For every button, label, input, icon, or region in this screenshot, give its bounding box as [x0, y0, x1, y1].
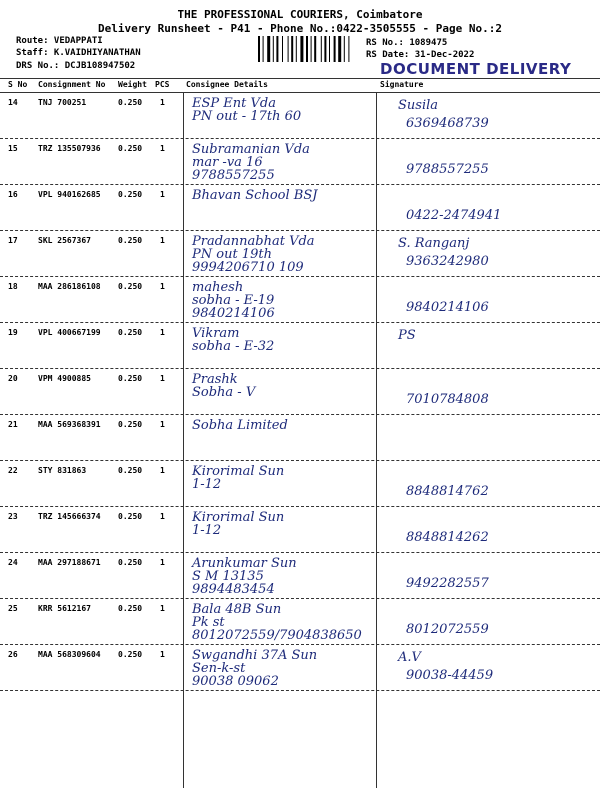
col-consignment: Consignment No [38, 80, 106, 89]
runsheet-title: THE PROFESSIONAL COURIERS, Coimbatore [177, 8, 423, 21]
serial-number: 16 [8, 190, 18, 199]
document-delivery-stamp: DOCUMENT DELIVERY [380, 60, 572, 78]
col-divider [376, 92, 377, 788]
signature-text: 9363242980 [406, 254, 489, 269]
consignee-detail: 1-12 [192, 477, 222, 492]
barcode-bar [344, 36, 345, 62]
signature-text: A.V [398, 650, 421, 665]
consignee-detail: Kirorimal Sun [192, 464, 285, 479]
header-top-rule [0, 78, 600, 79]
row-divider [0, 368, 600, 369]
barcode-bar [288, 36, 289, 62]
rs-number: RS No.: 1089475 [366, 38, 448, 48]
signature-text: PS [398, 328, 416, 343]
col-weight: Weight [118, 80, 147, 89]
barcode-bar [273, 36, 274, 62]
col-signature: Signature [380, 80, 424, 89]
consignee-detail: 9840214106 [192, 306, 275, 321]
weight-value: 0.250 [118, 144, 143, 153]
weight-value: 0.250 [118, 558, 143, 567]
barcode-bar [300, 36, 303, 62]
consignee-detail: PN out 19th [192, 247, 272, 262]
weight-value: 0.250 [118, 512, 143, 521]
consignee-detail: Arunkumar Sun [192, 556, 297, 571]
consignee-detail: 9994206710 109 [192, 260, 304, 275]
barcode-bar [329, 36, 330, 62]
weight-value: 0.250 [118, 420, 143, 429]
signature-text: 9840214106 [406, 300, 489, 315]
signature-text: 6369468739 [406, 116, 489, 131]
barcode-bar [267, 36, 270, 62]
consignment-number: MAA 568309604 [38, 650, 101, 659]
rs-date: RS Date: 31-Dec-2022 [366, 50, 475, 60]
consignee-detail: Pk st [192, 615, 225, 630]
barcode-bar [324, 36, 326, 62]
weight-value: 0.250 [118, 604, 143, 613]
col-pcs: PCS [155, 80, 170, 89]
barcode-bar [296, 36, 297, 62]
barcode-bar [258, 36, 260, 62]
weight-value: 0.250 [118, 328, 143, 337]
consignment-number: KRR 5612167 [38, 604, 91, 613]
pcs-value: 1 [160, 282, 165, 291]
col-divider [183, 92, 184, 788]
serial-number: 17 [8, 236, 18, 245]
consignee-detail: Sen-k-st [192, 661, 246, 676]
serial-number: 19 [8, 328, 18, 337]
barcode-bar [291, 36, 293, 62]
signature-text: 9492282557 [406, 576, 489, 591]
barcode-bar [306, 36, 308, 62]
consignment-number: SKL 2567367 [38, 236, 91, 245]
serial-number: 26 [8, 650, 18, 659]
row-divider [0, 460, 600, 461]
pcs-value: 1 [160, 420, 165, 429]
pcs-value: 1 [160, 190, 165, 199]
serial-number: 23 [8, 512, 18, 521]
row-divider [0, 184, 600, 185]
consignee-detail: Sobha - V [192, 385, 256, 400]
consignee-detail: Swgandhi 37A Sun [192, 648, 318, 663]
consignee-detail: Subramanian Vda [192, 142, 310, 157]
consignment-number: MAA 569368391 [38, 420, 101, 429]
consignee-detail: mahesh [192, 280, 244, 295]
serial-number: 25 [8, 604, 18, 613]
serial-number: 24 [8, 558, 18, 567]
consignee-detail: Bala 48B Sun [192, 602, 282, 617]
consignee-detail: Kirorimal Sun [192, 510, 285, 525]
signature-text: 7010784808 [406, 392, 489, 407]
row-divider [0, 598, 600, 599]
consignment-number: TNJ 700251 [38, 98, 87, 107]
consignee-detail: 1-12 [192, 523, 222, 538]
barcode-bar [282, 36, 283, 62]
signature-text: S. Ranganj [398, 236, 470, 251]
weight-value: 0.250 [118, 282, 143, 291]
barcode-bar [348, 36, 349, 62]
row-divider [0, 414, 600, 415]
row-divider [0, 322, 600, 323]
consignee-detail: 9894483454 [192, 582, 275, 597]
barcode-bar [321, 36, 322, 62]
pcs-value: 1 [160, 98, 165, 107]
weight-value: 0.250 [118, 98, 143, 107]
consignment-number: MAA 297188671 [38, 558, 101, 567]
barcode [258, 36, 362, 62]
route-label: Route: VEDAPPATI [16, 36, 103, 46]
staff-label: Staff: K.VAIDHIYANATHAN [16, 48, 141, 58]
barcode-bar [338, 36, 341, 62]
row-divider [0, 644, 600, 645]
serial-number: 14 [8, 98, 18, 107]
consignee-detail: S M 13135 [192, 569, 264, 584]
consignee-detail: Vikram [192, 326, 240, 341]
consignee-detail: ESP Ent Vda [192, 96, 276, 111]
pcs-value: 1 [160, 144, 165, 153]
signature-text: 9788557255 [406, 162, 489, 177]
consignment-number: TRZ 145666374 [38, 512, 101, 521]
consignee-detail: sobha - E-32 [192, 339, 275, 354]
barcode-bar [276, 36, 278, 62]
signature-text: 8848814762 [406, 484, 489, 499]
row-divider [0, 276, 600, 277]
signature-text: 8012072559 [406, 622, 489, 637]
weight-value: 0.250 [118, 650, 143, 659]
pcs-value: 1 [160, 650, 165, 659]
barcode-bar [334, 36, 336, 62]
runsheet-subtitle: Delivery Runsheet - P41 - Phone No.:0422-3505555 - Page No.:2 [98, 22, 502, 35]
row-divider [0, 552, 600, 553]
drs-number: DRS No.: DCJB108947502 [16, 61, 136, 71]
row-divider [0, 506, 600, 507]
pcs-value: 1 [160, 558, 165, 567]
pcs-value: 1 [160, 466, 165, 475]
signature-text: 0422-2474941 [406, 208, 502, 223]
consignee-detail: Pradannabhat Vda [192, 234, 315, 249]
serial-number: 15 [8, 144, 18, 153]
weight-value: 0.250 [118, 190, 143, 199]
weight-value: 0.250 [118, 466, 143, 475]
serial-number: 20 [8, 374, 18, 383]
weight-value: 0.250 [118, 374, 143, 383]
serial-number: 22 [8, 466, 18, 475]
signature-text: 8848814262 [406, 530, 489, 545]
serial-number: 21 [8, 420, 18, 429]
pcs-value: 1 [160, 236, 165, 245]
consignee-detail: 9788557255 [192, 168, 275, 183]
consignee-detail: sobha - E-19 [192, 293, 275, 308]
consignee-detail: 90038 09062 [192, 674, 279, 689]
signature-text: 90038-44459 [406, 668, 494, 683]
consignee-detail: PN out - 17th 60 [192, 109, 302, 124]
row-divider [0, 138, 600, 139]
header-bottom-rule [0, 92, 600, 93]
pcs-value: 1 [160, 512, 165, 521]
barcode-bar [263, 36, 264, 62]
consignment-number: VPL 940162685 [38, 190, 101, 199]
consignee-detail: Bhavan School BSJ [192, 188, 318, 203]
row-divider [0, 230, 600, 231]
pcs-value: 1 [160, 328, 165, 337]
consignment-number: TRZ 135507936 [38, 144, 101, 153]
consignee-detail: Prashk [192, 372, 238, 387]
consignment-number: VPL 400667199 [38, 328, 101, 337]
signature-text: Susila [398, 98, 439, 113]
row-divider [0, 690, 600, 691]
weight-value: 0.250 [118, 236, 143, 245]
serial-number: 18 [8, 282, 18, 291]
consignee-detail: Sobha Limited [192, 418, 288, 433]
consignment-number: VPM 4900885 [38, 374, 91, 383]
col-consignee: Consignee Details [186, 80, 268, 89]
consignment-number: STY 831863 [38, 466, 87, 475]
barcode-bar [314, 36, 316, 62]
barcode-bar [311, 36, 312, 62]
pcs-value: 1 [160, 604, 165, 613]
col-sno: S No [8, 80, 28, 89]
pcs-value: 1 [160, 374, 165, 383]
consignee-detail: mar -va 16 [192, 155, 263, 170]
consignee-detail: 8012072559/7904838650 [192, 628, 362, 643]
consignment-number: MAA 286186108 [38, 282, 101, 291]
